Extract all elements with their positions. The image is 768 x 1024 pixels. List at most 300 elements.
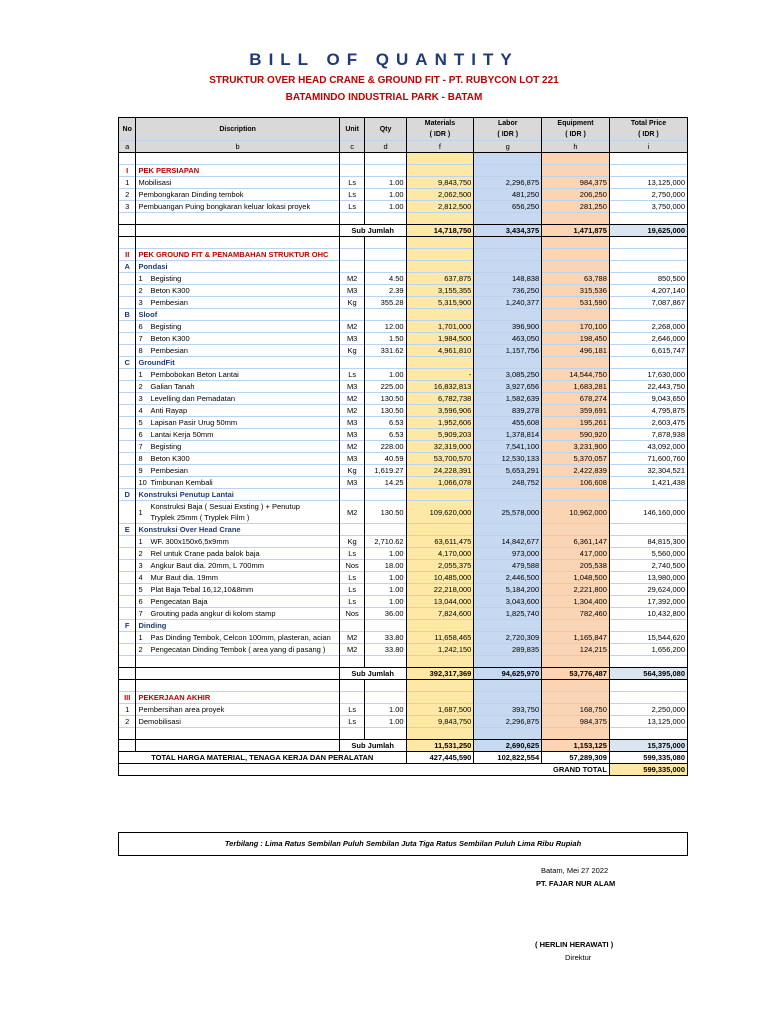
row-materials — [406, 261, 474, 273]
row-materials: 5,315,900 — [406, 297, 474, 309]
row-equipment: 14,544,750 — [542, 369, 610, 381]
row-materials: 13,044,000 — [406, 596, 474, 608]
row-materials — [406, 524, 474, 536]
row-equipment: 678,274 — [542, 393, 610, 405]
row-labor: 973,000 — [474, 548, 542, 560]
row-qty: 1.00 — [365, 584, 406, 596]
row-unit: M2 — [339, 393, 365, 405]
row-unit: M3 — [339, 417, 365, 429]
row-no — [119, 644, 136, 656]
item-number: 10 — [138, 478, 147, 487]
row-equipment: 106,608 — [542, 477, 610, 489]
row-labor: 248,752 — [474, 477, 542, 489]
row-equipment — [542, 309, 610, 321]
blank-cell — [542, 680, 610, 692]
row-total: 5,560,000 — [609, 548, 687, 560]
row-equipment: 359,691 — [542, 405, 610, 417]
row-unit: M2 — [339, 441, 365, 453]
item-number: 8 — [138, 346, 143, 355]
subsection-header-row — [119, 489, 688, 501]
row-total: 10,432,800 — [609, 608, 687, 620]
table-row — [119, 201, 688, 213]
row-qty — [365, 249, 406, 261]
row-materials: 1,701,000 — [406, 321, 474, 333]
row-unit — [339, 249, 365, 261]
row-equipment: 531,590 — [542, 297, 610, 309]
table-row — [119, 644, 688, 656]
row-qty: 12.00 — [365, 321, 406, 333]
row-total: 43,092,000 — [609, 441, 687, 453]
row-equipment: 1,165,847 — [542, 632, 610, 644]
row-description — [136, 740, 339, 752]
row-qty: 2.39 — [365, 285, 406, 297]
subtotal-label: Sub Jumlah — [339, 740, 406, 752]
row-labor: 455,608 — [474, 417, 542, 429]
row-equipment: 1,048,500 — [542, 572, 610, 584]
item-text: Konstruksi Baja ( Sesuai Exsting ) + Penutup Tryplek 25mm ( Tryplek Film ) — [150, 502, 300, 522]
row-no — [119, 381, 136, 393]
row-description — [136, 596, 339, 608]
row-unit — [339, 489, 365, 501]
row-equipment — [542, 489, 610, 501]
row-total: 71,600,760 — [609, 453, 687, 465]
row-no — [119, 285, 136, 297]
subsection-header-row — [119, 620, 688, 632]
row-materials: 1,952,606 — [406, 417, 474, 429]
blank-cell — [542, 237, 610, 249]
blank-cell — [542, 213, 610, 225]
total-labor: 102,822,554 — [474, 752, 542, 764]
table-row — [119, 189, 688, 201]
row-total: 15,544,620 — [609, 632, 687, 644]
blank-cell — [406, 153, 474, 165]
row-qty: 40.59 — [365, 453, 406, 465]
total-equipment: 57,289,309 — [542, 752, 610, 764]
row-labor: 12,530,133 — [474, 453, 542, 465]
row-no — [119, 560, 136, 572]
row-labor — [474, 165, 542, 177]
table-row — [119, 441, 688, 453]
item-text: Galian Tanah — [150, 382, 195, 391]
row-unit: Ls — [339, 596, 365, 608]
item-number: 6 — [138, 322, 143, 331]
row-no — [119, 393, 136, 405]
row-labor: 14,842,677 — [474, 536, 542, 548]
row-no — [119, 405, 136, 417]
row-qty — [365, 309, 406, 321]
item-number: 4 — [138, 573, 143, 582]
row-unit — [339, 357, 365, 369]
col-header-materials: Materials ( IDR ) — [406, 118, 474, 141]
row-unit — [339, 524, 365, 536]
row-unit: M2 — [339, 501, 365, 524]
table-row — [119, 572, 688, 584]
row-description — [136, 285, 339, 297]
row-no: 3 — [119, 201, 136, 213]
row-materials: 1,242,150 — [406, 644, 474, 656]
blank-cell — [119, 213, 136, 225]
row-unit — [339, 165, 365, 177]
row-labor: 25,578,000 — [474, 501, 542, 524]
row-total: 13,125,000 — [609, 716, 687, 728]
row-unit — [339, 261, 365, 273]
row-equipment — [542, 261, 610, 273]
row-equipment: 63,788 — [542, 273, 610, 285]
subtotal-row — [119, 740, 688, 752]
row-description — [136, 441, 339, 453]
row-unit: Nos — [339, 560, 365, 572]
row-materials: 109,620,000 — [406, 501, 474, 524]
section-header-row — [119, 249, 688, 261]
row-equipment: 1,683,281 — [542, 381, 610, 393]
blank-cell — [609, 656, 687, 668]
table-row — [119, 465, 688, 477]
row-equipment: 206,250 — [542, 189, 610, 201]
row-qty: 1.00 — [365, 716, 406, 728]
row-total — [609, 165, 687, 177]
letter-c: c — [339, 141, 365, 153]
row-materials — [406, 620, 474, 632]
row-labor: 1,378,814 — [474, 429, 542, 441]
item-number: 4 — [138, 406, 143, 415]
table-row — [119, 548, 688, 560]
row-qty: 14.25 — [365, 477, 406, 489]
row-equipment: 590,920 — [542, 429, 610, 441]
col-header-equipment: Equipment ( IDR ) — [542, 118, 610, 141]
row-description: PEK GROUND FIT & PENAMBAHAN STRUKTUR OHC — [136, 249, 339, 261]
letter-d: d — [365, 141, 406, 153]
row-unit: M3 — [339, 285, 365, 297]
table-row — [119, 393, 688, 405]
blank-cell — [542, 656, 610, 668]
item-text: Pengecatan Dinding Tembok ( area yang di pasang ) — [150, 645, 326, 654]
item-text: Plat Baja Tebal 16,12,10&8mm — [150, 585, 254, 594]
row-unit: Ls — [339, 572, 365, 584]
item-text: Pembesian — [150, 298, 188, 307]
row-materials: 53,700,570 — [406, 453, 474, 465]
row-total — [609, 692, 687, 704]
blank-cell — [136, 656, 339, 668]
row-labor — [474, 309, 542, 321]
row-qty: 33.80 — [365, 632, 406, 644]
row-no — [119, 441, 136, 453]
row-unit: Ls — [339, 201, 365, 213]
row-labor: 5,184,200 — [474, 584, 542, 596]
row-equipment: 984,375 — [542, 177, 610, 189]
row-qty: 1.00 — [365, 201, 406, 213]
row-equipment: 195,261 — [542, 417, 610, 429]
blank-cell — [406, 213, 474, 225]
row-unit: M3 — [339, 333, 365, 345]
row-no — [119, 596, 136, 608]
row-materials — [406, 309, 474, 321]
item-text: Pembobokan Beton Lantai — [150, 370, 239, 379]
blank-row — [119, 656, 688, 668]
row-qty: 1,619.27 — [365, 465, 406, 477]
row-materials: 9,843,750 — [406, 177, 474, 189]
row-labor: 393,750 — [474, 704, 542, 716]
row-unit: M3 — [339, 429, 365, 441]
row-qty: 1.00 — [365, 177, 406, 189]
row-materials — [406, 692, 474, 704]
column-letter-row — [119, 141, 688, 153]
row-qty: 1.00 — [365, 189, 406, 201]
blank-cell — [119, 656, 136, 668]
item-text: Begisting — [150, 274, 182, 283]
row-qty: 1.00 — [365, 572, 406, 584]
blank-cell — [406, 680, 474, 692]
row-total: 4,207,140 — [609, 285, 687, 297]
row-materials — [406, 249, 474, 261]
row-qty — [365, 620, 406, 632]
amount-in-words: Terbilang : Lima Ratus Sembilan Puluh Sembilan Juta Tiga Ratus Sembilan Puluh Lima Ribu Rupiah — [118, 832, 688, 856]
row-description: Pembuangan Puing bongkaran keluar lokasi proyek — [136, 201, 339, 213]
row-equipment — [542, 357, 610, 369]
row-description — [136, 477, 339, 489]
row-description — [136, 345, 339, 357]
row-labor: 2,296,875 — [474, 716, 542, 728]
item-number: 6 — [138, 597, 143, 606]
row-qty: 33.80 — [365, 644, 406, 656]
row-equipment: 782,460 — [542, 608, 610, 620]
row-description — [136, 465, 339, 477]
blank-cell — [119, 237, 136, 249]
row-qty — [365, 165, 406, 177]
row-materials: - — [406, 369, 474, 381]
item-text: Lapisan Pasir Urug 50mm — [150, 418, 238, 427]
row-description: Demobilisasi — [136, 716, 339, 728]
row-labor: 479,588 — [474, 560, 542, 572]
row-unit — [339, 620, 365, 632]
row-total: 2,250,000 — [609, 704, 687, 716]
row-no: B — [119, 309, 136, 321]
blank-cell — [119, 728, 136, 740]
row-materials: 2,055,375 — [406, 560, 474, 572]
item-text: Beton K300 — [150, 286, 190, 295]
row-qty: 1.50 — [365, 333, 406, 345]
blank-cell — [474, 680, 542, 692]
item-number: 9 — [138, 466, 143, 475]
row-labor: 1,825,740 — [474, 608, 542, 620]
row-no — [119, 453, 136, 465]
subtotal-materials: 392,317,369 — [406, 668, 474, 680]
table-row — [119, 417, 688, 429]
blank-cell — [474, 656, 542, 668]
blank-cell — [365, 153, 406, 165]
row-equipment: 5,370,057 — [542, 453, 610, 465]
row-materials: 4,170,000 — [406, 548, 474, 560]
item-text: Angkur Baut dia. 20mm, L 700mm — [150, 561, 264, 570]
row-labor: 3,043,600 — [474, 596, 542, 608]
row-unit: Kg — [339, 465, 365, 477]
row-qty: 130.50 — [365, 405, 406, 417]
subtotal-row — [119, 668, 688, 680]
row-total — [609, 620, 687, 632]
row-total: 1,656,200 — [609, 644, 687, 656]
blank-cell — [119, 153, 136, 165]
col-header-desc: Discription — [136, 118, 339, 141]
subtotal-labor: 2,690,625 — [474, 740, 542, 752]
row-description: PEKERJAAN AKHIR — [136, 692, 339, 704]
total-label: TOTAL HARGA MATERIAL, TENAGA KERJA DAN PERALATAN — [119, 752, 407, 764]
blank-cell — [136, 680, 339, 692]
row-description — [136, 560, 339, 572]
row-no: A — [119, 261, 136, 273]
row-materials: 3,596,906 — [406, 405, 474, 417]
blank-cell — [609, 680, 687, 692]
subtotal-equipment: 1,471,875 — [542, 225, 610, 237]
row-description: PEK PERSIAPAN — [136, 165, 339, 177]
row-labor: 656,250 — [474, 201, 542, 213]
item-number: 1 — [138, 370, 143, 379]
row-unit: Kg — [339, 297, 365, 309]
row-description: Dinding — [136, 620, 339, 632]
item-number: 2 — [138, 286, 143, 295]
row-no: 1 — [119, 177, 136, 189]
document-title: BILL OF QUANTITY — [249, 50, 519, 69]
row-description: Konstruksi Over Head Crane — [136, 524, 339, 536]
item-number: 8 — [138, 454, 143, 463]
row-no — [119, 668, 136, 680]
row-qty: 1.00 — [365, 596, 406, 608]
row-unit: Kg — [339, 536, 365, 548]
item-number: 2 — [138, 645, 143, 654]
row-total — [609, 249, 687, 261]
row-description: Pembongkaran Dinding tembok — [136, 189, 339, 201]
item-text: Timbunan Kembali — [150, 478, 213, 487]
blank-cell — [339, 728, 365, 740]
row-materials: 637,875 — [406, 273, 474, 285]
signatory-name: ( HERLIN HERAWATI ) — [535, 940, 614, 949]
blank-cell — [339, 153, 365, 165]
row-total: 32,304,521 — [609, 465, 687, 477]
col-header-no: No — [119, 118, 136, 141]
row-no — [119, 333, 136, 345]
total-row — [119, 752, 688, 764]
row-no — [119, 429, 136, 441]
row-no: F — [119, 620, 136, 632]
subtotal-total: 15,375,000 — [609, 740, 687, 752]
row-no — [119, 584, 136, 596]
row-total — [609, 357, 687, 369]
row-description — [136, 644, 339, 656]
row-unit: M3 — [339, 453, 365, 465]
row-labor: 289,835 — [474, 644, 542, 656]
blank-cell — [474, 728, 542, 740]
row-no: 2 — [119, 716, 136, 728]
row-labor — [474, 692, 542, 704]
row-unit: Ls — [339, 704, 365, 716]
blank-cell — [609, 237, 687, 249]
table-row — [119, 369, 688, 381]
row-qty — [365, 489, 406, 501]
row-description — [136, 501, 339, 524]
signatory-position: Direktur — [565, 953, 592, 962]
row-no: I — [119, 165, 136, 177]
blank-cell — [339, 213, 365, 225]
row-total — [609, 524, 687, 536]
subtotal-total: 19,625,000 — [609, 225, 687, 237]
item-number: 1 — [138, 507, 143, 517]
letter-g: g — [474, 141, 542, 153]
row-labor: 7,541,100 — [474, 441, 542, 453]
row-labor: 1,582,639 — [474, 393, 542, 405]
row-qty — [365, 524, 406, 536]
col-header-qty: Qty — [365, 118, 406, 141]
item-number: 2 — [138, 549, 143, 558]
row-materials: 7,824,600 — [406, 608, 474, 620]
row-description — [136, 393, 339, 405]
item-text: Begisting — [150, 442, 182, 451]
row-description — [136, 453, 339, 465]
row-equipment: 315,536 — [542, 285, 610, 297]
blank-cell — [609, 728, 687, 740]
row-no — [119, 501, 136, 524]
subtotal-materials: 14,718,750 — [406, 225, 474, 237]
location-subtitle: BATAMINDO INDUSTRIAL PARK - BATAM — [285, 92, 483, 103]
row-total: 2,646,000 — [609, 333, 687, 345]
row-description — [136, 405, 339, 417]
row-total: 1,421,438 — [609, 477, 687, 489]
grand-total-label: GRAND TOTAL — [119, 764, 610, 776]
blank-cell — [365, 656, 406, 668]
table-row — [119, 608, 688, 620]
row-qty: 6.53 — [365, 429, 406, 441]
total-materials: 427,445,590 — [406, 752, 474, 764]
item-text: Beton K300 — [150, 334, 190, 343]
row-materials: 2,812,500 — [406, 201, 474, 213]
letter-h: h — [542, 141, 610, 153]
table-row — [119, 584, 688, 596]
row-materials: 1,984,500 — [406, 333, 474, 345]
row-no — [119, 608, 136, 620]
letter-i: i — [609, 141, 687, 153]
row-labor — [474, 489, 542, 501]
row-equipment: 6,361,147 — [542, 536, 610, 548]
subsection-header-row — [119, 261, 688, 273]
blank-cell — [474, 237, 542, 249]
row-total: 2,750,000 — [609, 189, 687, 201]
row-materials: 3,155,355 — [406, 285, 474, 297]
blank-cell — [474, 213, 542, 225]
blank-cell — [136, 237, 339, 249]
row-unit: Ls — [339, 177, 365, 189]
table-row — [119, 632, 688, 644]
row-materials: 22,218,000 — [406, 584, 474, 596]
blank-row — [119, 237, 688, 249]
blank-cell — [365, 237, 406, 249]
row-unit: M2 — [339, 632, 365, 644]
table-row — [119, 536, 688, 548]
row-no — [119, 548, 136, 560]
row-total: 2,603,475 — [609, 417, 687, 429]
item-number: 6 — [138, 430, 143, 439]
row-no — [119, 632, 136, 644]
item-number: 3 — [138, 394, 143, 403]
row-equipment: 2,221,800 — [542, 584, 610, 596]
row-description — [136, 273, 339, 285]
row-materials: 32,319,000 — [406, 441, 474, 453]
row-description — [136, 608, 339, 620]
table-row — [119, 560, 688, 572]
row-equipment: 10,962,000 — [542, 501, 610, 524]
blank-cell — [365, 680, 406, 692]
row-no: 2 — [119, 189, 136, 201]
row-no: D — [119, 489, 136, 501]
row-unit: Ls — [339, 369, 365, 381]
row-materials: 2,062,500 — [406, 189, 474, 201]
col-header-labor: Labor ( IDR ) — [474, 118, 542, 141]
